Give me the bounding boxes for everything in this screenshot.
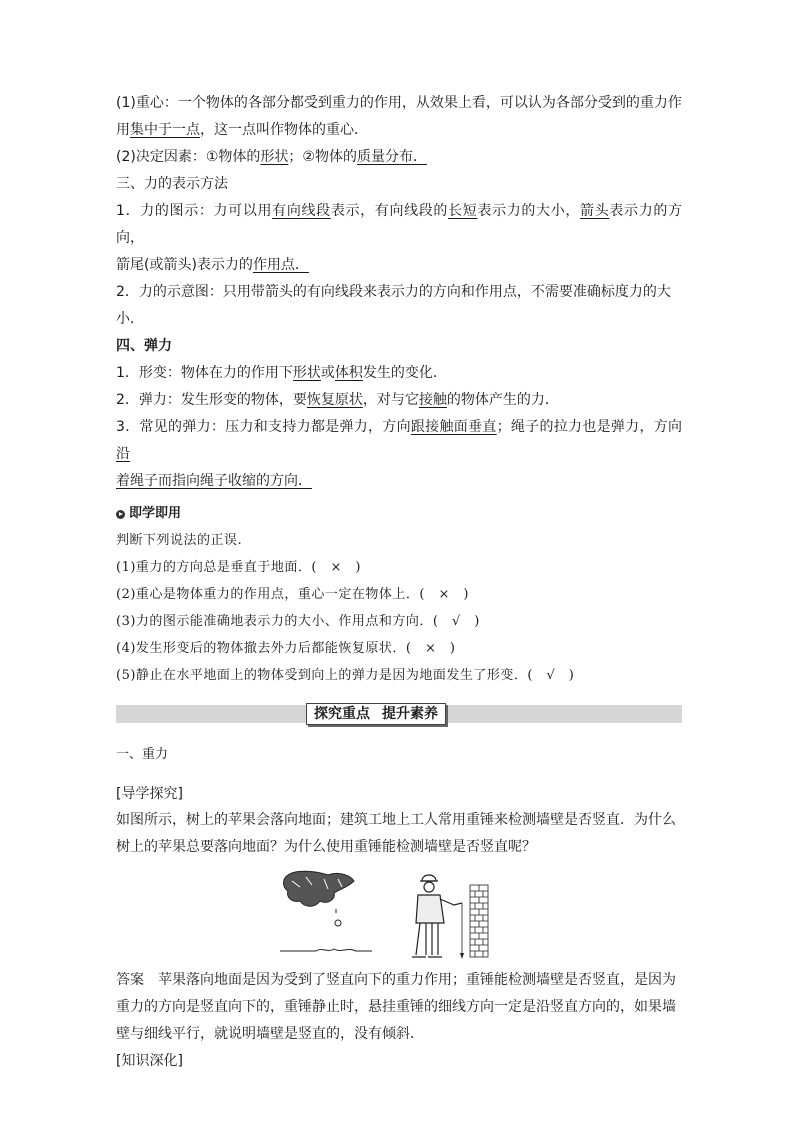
banner-title: 探究重点 提升素养 <box>306 703 446 725</box>
quiz-item: (1)重力的方向总是垂直于地面．( × ) <box>116 560 361 575</box>
quiz-list <box>116 554 682 689</box>
quiz-item: (4)发生形变后的物体撤去外力后都能恢复原状．( × ) <box>116 641 456 656</box>
heading-elastic-force: 四、弹力 <box>116 338 172 354</box>
tree-icon <box>284 871 355 906</box>
para-common-elastic: 3．常见的弹力：压力和支持力都是弹力，方向跟接触面垂直；绳子的拉力也是弹力，方向沿 <box>116 419 683 462</box>
para-force-diagram-cont: 箭尾(或箭头)表示力的作用点． <box>116 257 309 273</box>
guided-inquiry-tag: [导学探究] <box>116 786 183 802</box>
para-deformation: 1．形变：物体在力的作用下形状或体积发生的变化． <box>116 365 447 381</box>
blank-answer: 形状 <box>292 365 321 381</box>
para-center-of-gravity: (1)重心：一个物体的各部分都受到重力的作用，从效果上看，可以认为各部分受到的重力作 <box>116 95 682 111</box>
para-common-elastic-cont <box>116 468 682 495</box>
blank-answer: 恢复原状 <box>306 392 363 408</box>
answer-line-1: 答案 苹果落向地面是因为受到了竖直向下的重力作用；重锤能检测墙壁是否竖直，是因为 <box>116 972 676 988</box>
blank-answer: 接触 <box>418 392 447 408</box>
para-center-of-gravity-cont: 用集中于一点，这一点叫作物体的重心． <box>116 122 368 138</box>
blank-answer: 形状 <box>260 149 289 165</box>
ground-line <box>280 949 372 951</box>
section-title: 一、重力 <box>116 747 169 762</box>
quiz-heading: 即学即用 <box>116 501 682 527</box>
para-elastic: 2．弹力：发生形变的物体，要恢复原状，对与它接触的物体产生的力． <box>116 392 559 408</box>
blank-answer: 长短 <box>448 203 478 219</box>
quiz-intro: 判断下列说法的正误. <box>116 533 243 548</box>
quiz-item: (3)力的图示能准确地表示力的大小、作用点和方向．( √ ) <box>116 614 480 629</box>
answer-line-2: 重力的方向是竖直向下的，重锤静止时，悬挂重锤的细线方向一定是沿竖直方向的，如果墙 <box>116 999 676 1015</box>
quiz-item: (5)静止在水平地面上的物体受到向上的弹力是因为地面发生了形变．( √ ) <box>116 668 575 683</box>
worker-icon <box>412 875 462 957</box>
illustration <box>116 867 682 965</box>
blank-answer: 体积 <box>334 365 363 381</box>
blank-answer: 着绳子而指向绳子收缩的方向． <box>116 473 312 489</box>
blank-answer: 箭头 <box>580 203 610 219</box>
falling-apple-icon <box>335 920 341 926</box>
para-factors: (2)决定因素：①物体的形状；②物体的质量分布． <box>116 149 427 165</box>
answer-line-3: 壁与细线平行，就说明墙壁是竖直的，没有倾斜． <box>116 1026 424 1042</box>
knowledge-deepening-tag: [知识深化] <box>116 1053 183 1069</box>
blank-answer: 有向线段 <box>272 203 331 219</box>
para-force-sketch-cont: 小． <box>116 311 144 327</box>
document-page <box>116 90 682 1074</box>
para-force-diagram: 1．力的图示：力可以用有向线段表示，有向线段的长短表示力的大小，箭头表示力的方向， <box>116 203 683 246</box>
quiz-item: (2)重心是物体重力的作用点，重心一定在物体上．( × ) <box>116 587 469 602</box>
blank-answer: 沿 <box>116 446 130 462</box>
section-banner <box>116 703 682 725</box>
brick-wall-icon <box>470 885 488 957</box>
heading-force-representation: 三、力的表示方法 <box>116 176 228 192</box>
question-line-1: 如图所示，树上的苹果会落向地面；建筑工地上工人常用重锤来检测墙壁是否竖直．为什么 <box>116 812 676 828</box>
plumb-bob-icon <box>460 953 464 959</box>
para-force-sketch: 2．力的示意图：只用带箭头的有向线段来表示力的方向和作用点，不需要准确标度力的大 <box>116 284 671 300</box>
apple-tree-and-plumb-bob-illustration <box>276 867 506 963</box>
play-bullet-icon <box>116 510 125 519</box>
question-line-2: 树上的苹果总要落向地面？为什么使用重锤能检测墙壁是否竖直呢？ <box>116 839 536 855</box>
blank-answer: 作用点． <box>252 257 309 273</box>
blank-answer: 质量分布． <box>356 149 427 165</box>
blank-answer: 跟接触面垂直 <box>410 419 497 435</box>
blank-answer: 集中于一点 <box>130 122 200 138</box>
